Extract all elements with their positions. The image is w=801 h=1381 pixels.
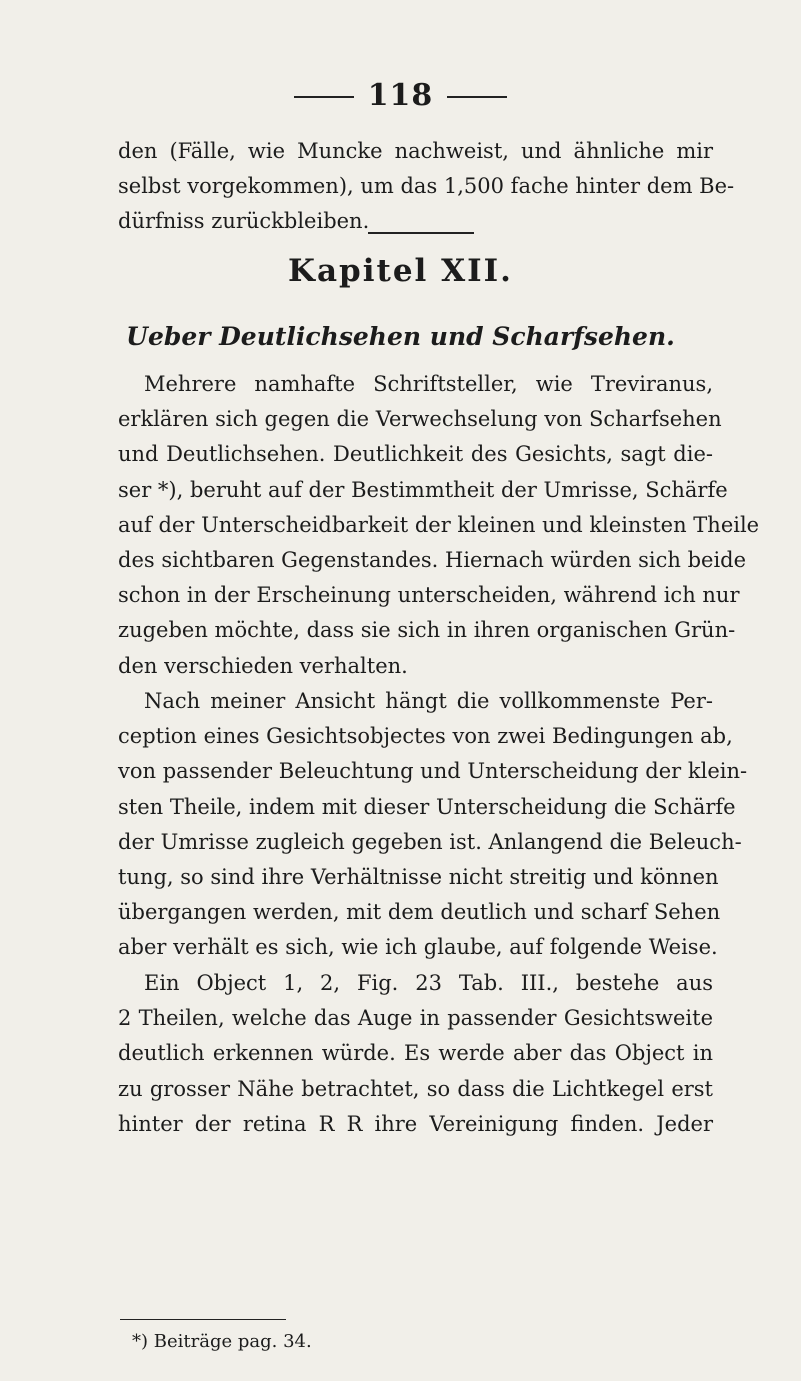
text-line: zugeben möchte, dass sie sich in ihren organischen Grün- <box>118 618 736 643</box>
paragraph-2 <box>118 684 748 966</box>
text-line: ser *), beruht auf der Bestimmtheit der Umrisse, Schärfe <box>118 477 728 502</box>
text-line: auf der Unterscheidbarkeit der kleinen und kleinsten Theile <box>118 512 760 537</box>
text-line: von passender Beleuchtung und Unterscheidung der klein- <box>118 759 748 784</box>
header-rule-right <box>447 96 507 98</box>
text-line: übergangen werden, mit dem deutlich und scharf Sehen <box>118 900 721 925</box>
text-line: zu grosser Nähe betrachtet, so dass die Lichtkegel erst <box>118 1076 713 1101</box>
text-line: tung, so sind ihre Verhältnisse nicht streitig und können <box>118 865 719 890</box>
text-line: erklären sich gegen die Verwechselung von Scharfsehen <box>118 407 722 432</box>
text-line: dürfniss zurückbleiben. <box>118 209 370 234</box>
text-line: 2 Theilen, welche das Auge in passender Gesichtsweite <box>118 1006 713 1031</box>
text-line: Ein Object 1, 2, Fig. 23 Tab. III., bestehe aus <box>144 971 713 995</box>
text-line: selbst vorgekommen), um das 1,500 fache hinter dem Be- <box>118 174 735 199</box>
text-line: deutlich erkennen würde. Es werde aber das Object in <box>118 1041 713 1066</box>
section-divider <box>368 232 474 234</box>
text-line: aber verhält es sich, wie ich glaube, auf folgende Weise. <box>118 935 718 960</box>
chapter-title: Kapitel XII. <box>288 253 513 289</box>
text-line: Mehrere namhafte Schriftsteller, wie Treviranus, <box>144 372 713 396</box>
text-line: der Umrisse zugleich gegeben ist. Anlangend die Beleuch- <box>118 829 742 854</box>
text-line: und Deutlichsehen. Deutlichkeit des Gesichts, sagt die- <box>118 442 713 467</box>
text-line: hinter der retina R R ihre Vereinigung finden. Jeder <box>118 1111 713 1136</box>
intro-paragraph <box>118 134 735 240</box>
page-header <box>0 78 801 113</box>
footnote-divider <box>120 1319 286 1320</box>
text-line: den verschieden verhalten. <box>118 653 408 678</box>
text-line: des sichtbaren Gegenstandes. Hiernach würden sich beide <box>118 548 747 573</box>
header-rule-left <box>294 96 354 98</box>
text-line: schon in der Erscheinung unterscheiden, während ich nur <box>118 583 740 608</box>
footnote: *) Beiträge pag. 34. <box>132 1331 312 1352</box>
paragraph-3 <box>118 966 713 1142</box>
text-line: ception eines Gesichtsobjectes von zwei Bedingungen ab, <box>118 724 733 749</box>
paragraph-1 <box>118 367 760 684</box>
text-line: Nach meiner Ansicht hängt die vollkommenste Per- <box>144 689 713 713</box>
text-line: sten Theile, indem mit dieser Unterscheidung die Schärfe <box>118 794 736 819</box>
page-number: 118 <box>367 78 434 113</box>
chapter-subtitle: Ueber Deutlichsehen und Scharfsehen. <box>126 322 675 351</box>
text-line: den (Fälle, wie Muncke nachweist, und ähnliche mir <box>118 139 713 163</box>
